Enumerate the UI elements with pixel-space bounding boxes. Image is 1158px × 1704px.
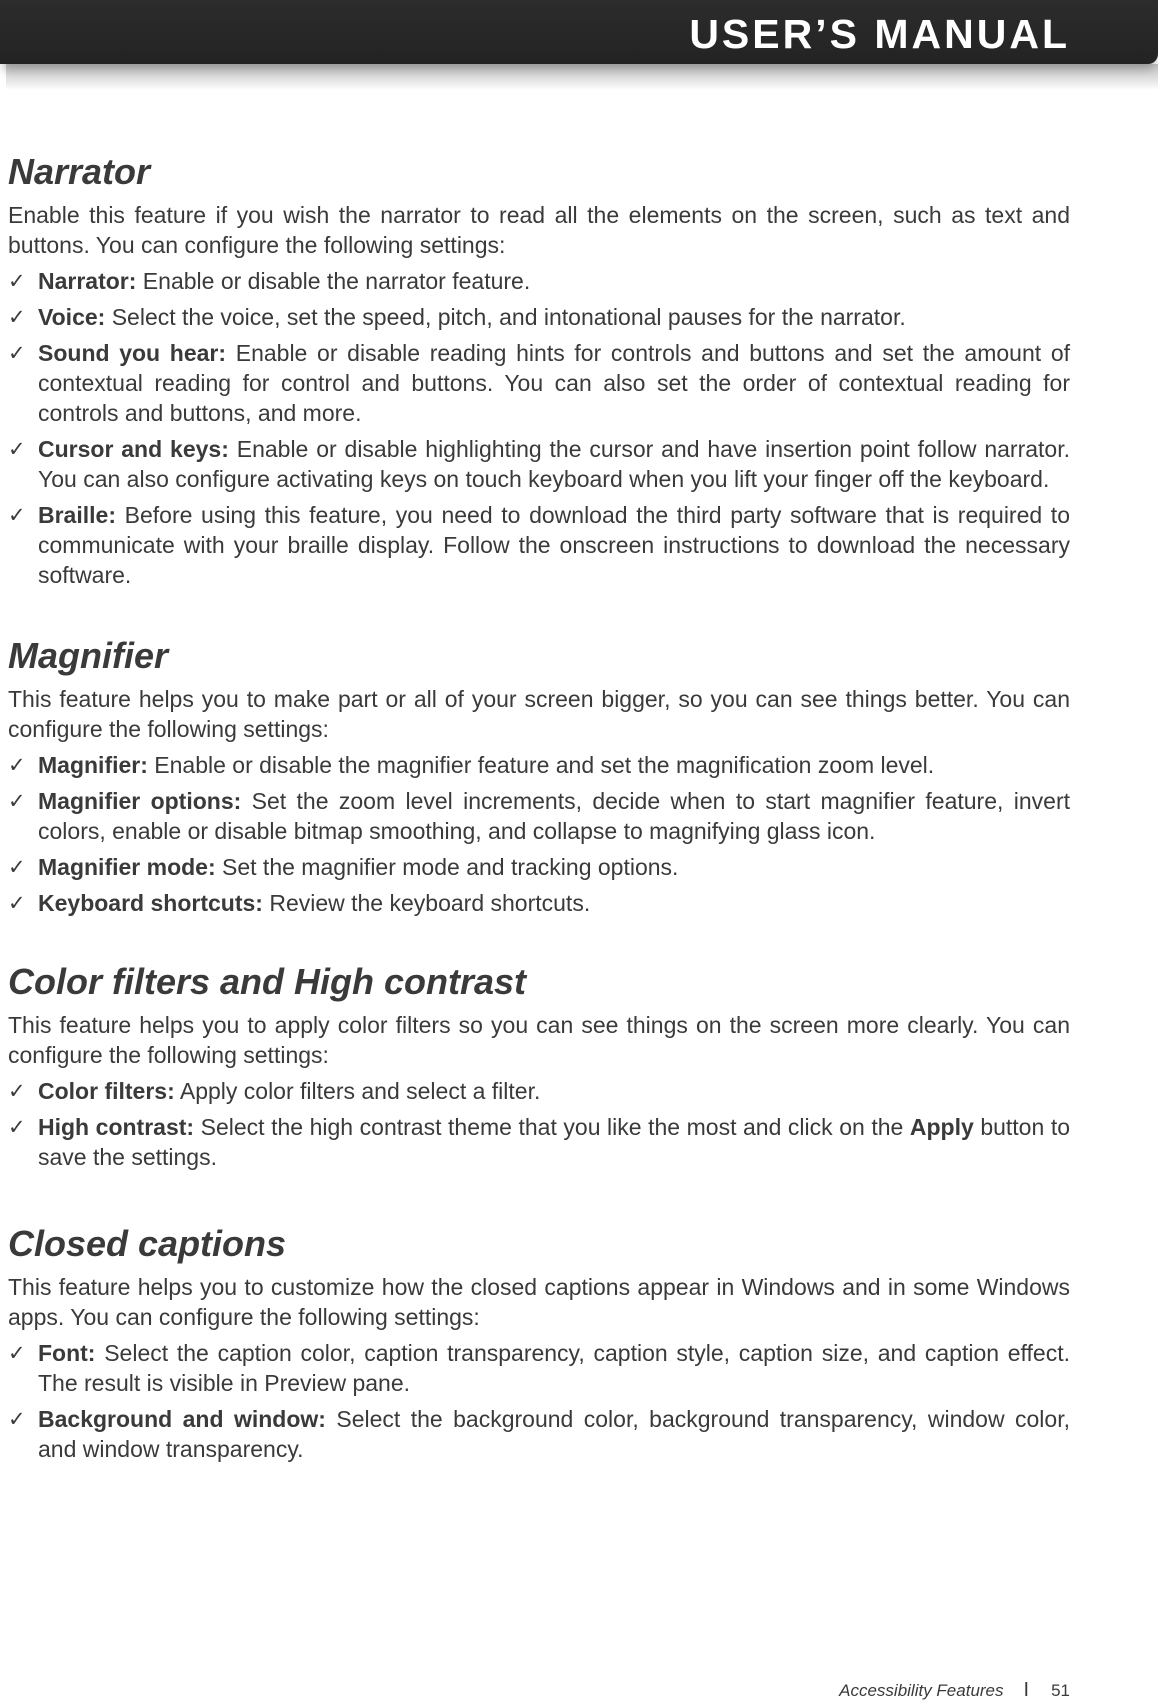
item-text: Enable or disable highlighting the cursor and have insertion point follow narrator. You can also configure activating keys on touch keyboard when you lift your finger off the keyboard.: [38, 436, 1070, 492]
item-text: Before using this feature, you need to download the third party software that is required to communicate with your braille display. Follow the onscreen instructions to download the necessary software.: [38, 502, 1070, 588]
item-term: Braille:: [38, 502, 116, 528]
section-intro: This feature helps you to make part or all of your screen bigger, so you can see things better. You can configure the following settings:: [8, 686, 1070, 742]
section-closed-captions: [8, 1222, 1070, 1464]
check-icon: ✓: [8, 891, 26, 915]
list-item: [8, 1338, 1070, 1398]
list-item: [8, 852, 1070, 882]
page-content: [8, 150, 1070, 1470]
check-icon: ✓: [8, 1341, 26, 1365]
item-text: Select the voice, set the speed, pitch, and intonational pauses for the narrator.: [105, 304, 906, 330]
item-text: Enable or disable reading hints for controls and buttons and set the amount of contextual reading for control and buttons. You can also set the order of contextual reading for controls and buttons, and more.: [38, 340, 1070, 426]
item-text: Set the magnifier mode and tracking options.: [215, 854, 679, 880]
apply-word: Apply: [909, 1114, 974, 1140]
item-term: Font:: [38, 1340, 96, 1366]
item-text: Apply color filters and select a filter.: [174, 1078, 541, 1104]
item-text: Select the background color, background transparency, window color, and window transparency.: [38, 1406, 1070, 1462]
item-term: Magnifier mode:: [38, 854, 216, 880]
item-text: Select the high contrast theme that you like the most and click on the: [194, 1114, 910, 1140]
item-term: Color filters:: [38, 1078, 175, 1104]
list-item: [8, 338, 1070, 428]
section-intro: This feature helps you to customize how the closed captions appear in Windows and in some Windows apps. You can configure the following settings:: [8, 1274, 1070, 1330]
header-bar: [0, 0, 1158, 64]
check-icon: ✓: [8, 1079, 26, 1103]
item-text-after: button to save the settings.: [38, 1114, 1070, 1170]
footer-separator: I: [1023, 1679, 1030, 1701]
manual-title: USER’S MANUAL: [689, 11, 1070, 57]
check-icon: ✓: [8, 341, 26, 365]
item-text: Enable or disable the magnifier feature and set the magnification zoom level.: [147, 752, 935, 778]
section-intro: This feature helps you to apply color filters so you can see things on the screen more clearly. You can configure the following settings:: [8, 1012, 1070, 1068]
item-text: Enable or disable the narrator feature.: [136, 268, 531, 294]
check-icon: ✓: [8, 1115, 26, 1139]
check-icon: ✓: [8, 269, 26, 293]
section-narrator: [8, 150, 1070, 590]
header-shadow: [6, 64, 1158, 90]
settings-list: [8, 1076, 1070, 1172]
item-term: Voice:: [38, 304, 106, 330]
check-icon: ✓: [8, 1407, 26, 1431]
item-text: Set the zoom level increments, decide when to start magnifier feature, invert colors, enable or disable bitmap smoothing, and collapse to magnifying glass icon.: [38, 788, 1070, 844]
check-icon: ✓: [8, 753, 26, 777]
section-title: Magnifier: [8, 635, 169, 676]
page-footer: [839, 1680, 1070, 1701]
check-icon: ✓: [8, 855, 26, 879]
item-term: High contrast:: [38, 1114, 195, 1140]
section-color-filters: [8, 960, 1070, 1172]
section-title: Narrator: [8, 151, 151, 192]
check-icon: ✓: [8, 789, 26, 813]
section-intro: Enable this feature if you wish the narrator to read all the elements on the screen, such as text and buttons. You can configure the following settings:: [8, 202, 1070, 258]
check-icon: ✓: [8, 503, 26, 527]
section-magnifier: [8, 634, 1070, 918]
section-title: Closed captions: [8, 1223, 287, 1264]
footer-section-name: Accessibility Features: [839, 1681, 1004, 1700]
list-item: [8, 302, 1070, 332]
settings-list: [8, 1338, 1070, 1464]
item-term: Sound you hear:: [38, 340, 227, 366]
section-title: Color filters and High contrast: [8, 961, 527, 1002]
item-text: Select the caption color, caption transparency, caption style, caption size, and caption effect. The result is visible in Preview pane.: [38, 1340, 1070, 1396]
list-item: [8, 1404, 1070, 1464]
list-item: [8, 750, 1070, 780]
check-icon: ✓: [8, 305, 26, 329]
list-item: [8, 266, 1070, 296]
item-term: Cursor and keys:: [38, 436, 229, 462]
list-item: [8, 786, 1070, 846]
check-icon: ✓: [8, 437, 26, 461]
settings-list: [8, 750, 1070, 918]
page-number: 51: [1051, 1681, 1070, 1700]
list-item: [8, 1112, 1070, 1172]
item-term: Background and window:: [38, 1406, 326, 1432]
item-term: Magnifier options:: [38, 788, 242, 814]
item-term: Keyboard shortcuts:: [38, 890, 263, 916]
item-term: Narrator:: [38, 268, 137, 294]
item-term: Magnifier:: [38, 752, 148, 778]
list-item: [8, 500, 1070, 590]
list-item: [8, 1076, 1070, 1106]
item-text: Review the keyboard shortcuts.: [262, 890, 591, 916]
settings-list: [8, 266, 1070, 590]
list-item: [8, 434, 1070, 494]
list-item: [8, 888, 1070, 918]
